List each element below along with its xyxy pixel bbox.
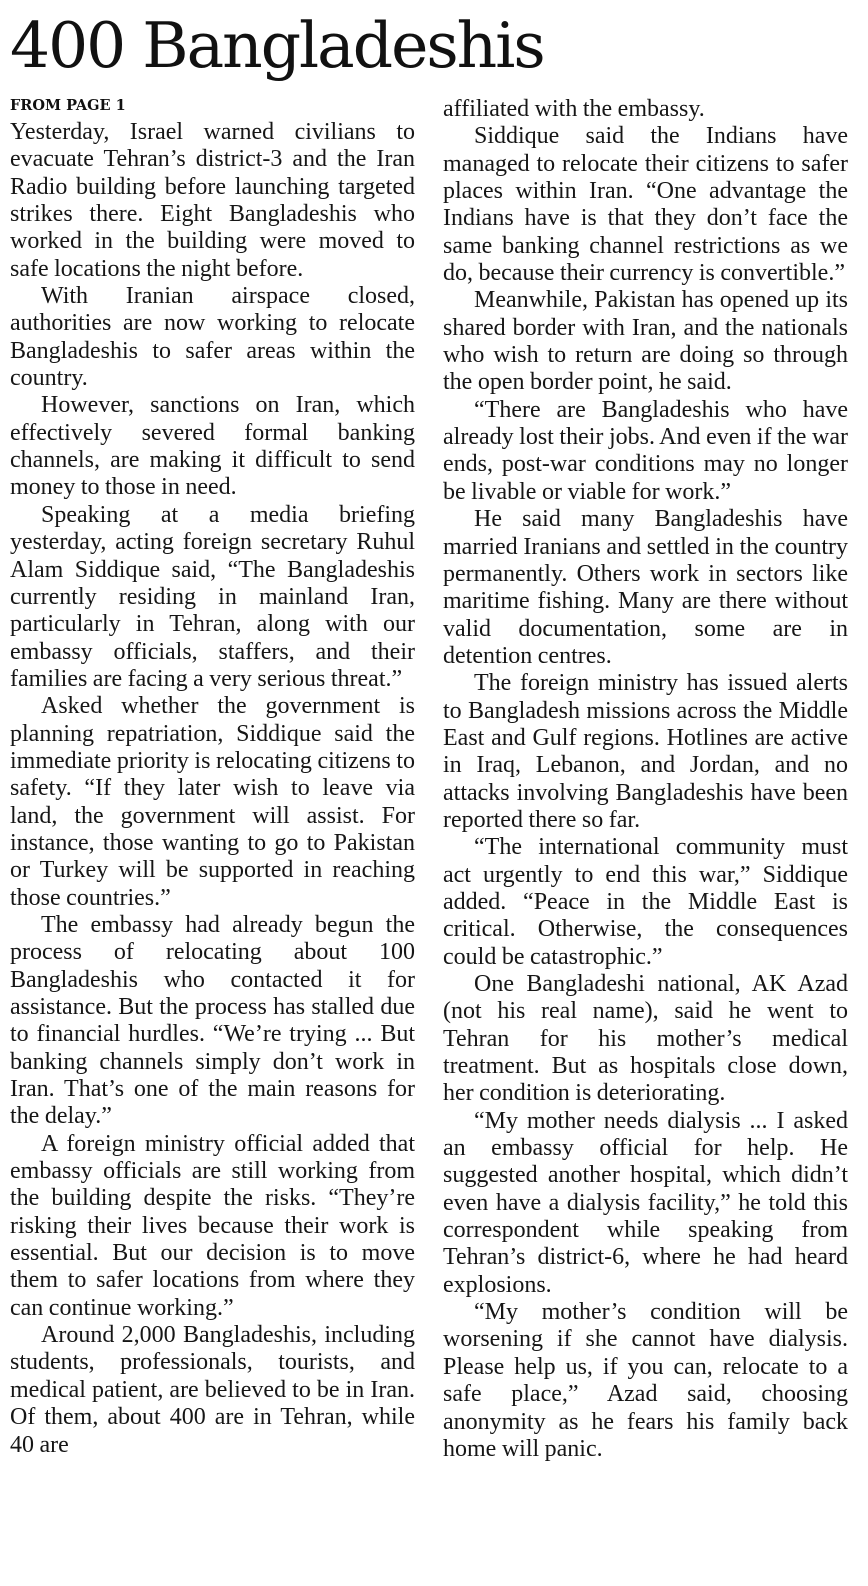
paragraph: However, sanctions on Iran, which effectively severed formal banking channels, are making it difficult to send money to those in need. (10, 392, 415, 501)
continuation-kicker: FROM PAGE 1 (10, 97, 126, 114)
paragraph: Siddique said the Indians have managed to relocate their citizens to safer places within Iran. “One advantage the Indians have is that they don’t face the same banking channel restrictions as we do, because their currency is convertible.” (443, 123, 848, 287)
paragraph: He said many Bangladeshis have married Iranians and settled in the country permanently. Others work in sectors like maritime fishing. Many are there without valid documentation, some are in detention centres. (443, 506, 848, 669)
paragraph-continued: affiliated with the embassy. (443, 96, 705, 122)
paragraph: The foreign ministry has issued alerts to Bangladesh missions across the Middle East and Gulf regions. Hotlines are active in Iraq, Lebanon, and Jordan, and no attacks involving Bangladeshis have been reported there so far. (443, 670, 848, 833)
headline: 400 Bangladeshis (10, 9, 544, 82)
paragraph: “My mother’s condition will be worsening if she cannot have dialysis. Please help us, if you can, relocate to a safe place,” Azad said, choosing anonymity as he fears his family back home will panic. (443, 1299, 848, 1462)
article-column-right (443, 96, 848, 1463)
paragraph: “The international community must act urgently to end this war,” Siddique added. “Peace in the Middle East is critical. Otherwise, the consequences could be catastrophic.” (443, 834, 848, 970)
paragraph: Asked whether the government is planning repatriation, Siddique said the immediate priority is relocating citizens to safety. “If they later wish to leave via land, the government will assist. For instance, those wanting to go to Pakistan or Turkey will be supported in reaching those countries.” (10, 693, 415, 911)
paragraph: “My mother needs dialysis ... I asked an embassy official for help. He suggested another hospital, which didn’t even have a dialysis facility,” he told this correspondent while speaking from Tehran’s district-6, where he had heard explosions. (443, 1107, 848, 1298)
paragraph: A foreign ministry official added that embassy officials are still working from the building despite the risks. “They’re risking their lives because their work is essential. But our decision is to move them to safer locations from where they can continue working.” (10, 1130, 415, 1321)
paragraph: One Bangladeshi national, AK Azad (not his real name), said he went to Tehran for his mother’s medical treatment. But as hospitals close down, her condition is deteriorating. (443, 971, 848, 1107)
paragraph: Around 2,000 Bangladeshis, including students, professionals, tourists, and medical patient, are believed to be in Iran. Of them, about 400 are in Tehran, while 40 are (10, 1322, 415, 1458)
paragraph: With Iranian airspace closed, authorities are now working to relocate Bangladeshis to safer areas within the country. (10, 283, 415, 392)
paragraph: Meanwhile, Pakistan has opened up its shared border with Iran, and the nationals who wish to return are doing so through the open border point, he said. (443, 287, 848, 396)
paragraph: Yesterday, Israel warned civilians to evacuate Tehran’s district-3 and the Iran Radio building before launching targeted strikes there. Eight Bangladeshis who worked in the building were moved to safe locations the night before. (10, 119, 415, 282)
paragraph: “There are Bangladeshis who have already lost their jobs. And even if the war ends, post-war conditions may no longer be livable or viable for work.” (443, 396, 848, 505)
article-column-left (10, 119, 415, 1459)
paragraph: Speaking at a media briefing yesterday, acting foreign secretary Ruhul Alam Siddique said, “The Bangladeshis currently residing in mainland Iran, particularly in Tehran, along with our embassy officials, staffers, and their families are facing a very serious threat.” (10, 501, 415, 692)
paragraph: The embassy had already begun the process of relocating about 100 Bangladeshis who contacted it for assistance. But the process has stalled due to financial hurdles. “We’re trying ... But banking channels simply don’t work in Iran. That’s one of the main reasons for the delay.” (10, 911, 415, 1130)
